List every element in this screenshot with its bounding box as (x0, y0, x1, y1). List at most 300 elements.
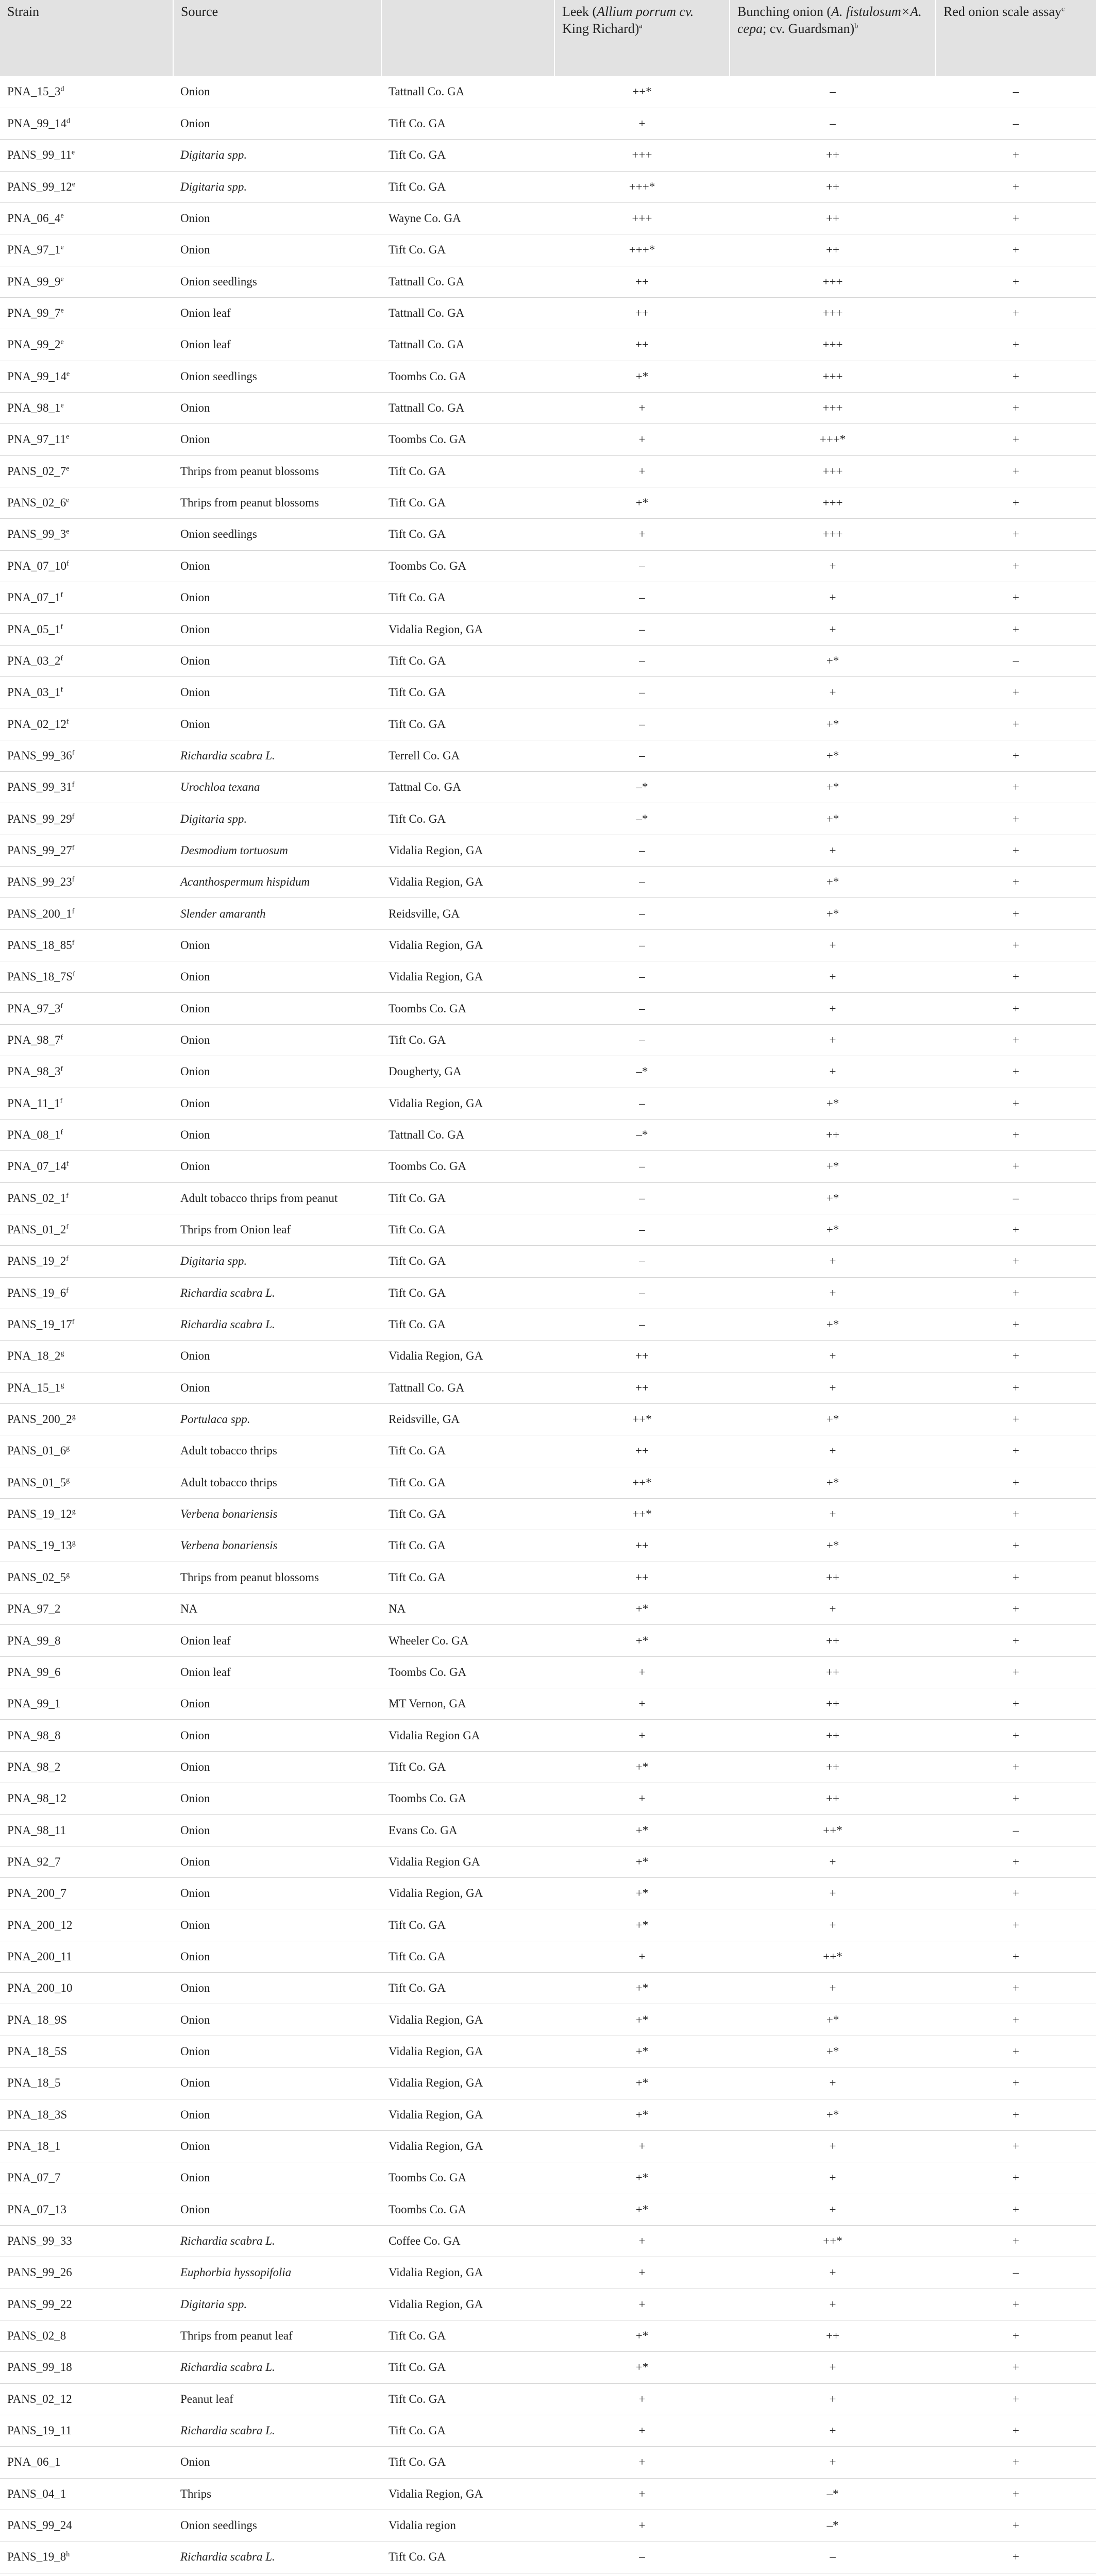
cell-bunching-onion: ++ (730, 1688, 936, 1720)
cell-bunching-onion: +* (730, 1530, 936, 1562)
cell-leek: + (554, 2510, 730, 2541)
cell-leek: + (554, 2130, 730, 2162)
table-row (0, 2289, 1096, 2320)
cell-location: Tift Co. GA (381, 1909, 554, 1941)
cell-bunching-onion: ++* (730, 2225, 936, 2257)
cell-strain: PANS_19_8$^h$ (0, 2541, 173, 2573)
cell-bunching-onion (730, 2573, 936, 2576)
cell-location: Vidalia Region, GA (381, 2036, 554, 2067)
cell-red-onion: + (936, 898, 1096, 929)
cell-leek: – (554, 1182, 730, 1214)
cell-red-onion: + (936, 772, 1096, 803)
cell-bunching-onion: + (730, 582, 936, 614)
table-header (0, 0, 1096, 76)
cell-location (381, 2573, 554, 2576)
cell-red-onion: + (936, 297, 1096, 329)
cell-bunching-onion: + (730, 2352, 936, 2383)
cell-leek: + (554, 1656, 730, 1688)
cell-bunching-onion: +++ (730, 455, 936, 487)
cell-source: Onion (173, 2130, 381, 2162)
cell-leek: – (554, 582, 730, 614)
cell-strain: PANS_18_85$^f$ (0, 929, 173, 961)
cell-source: Onion (173, 961, 381, 993)
table-row (0, 2415, 1096, 2446)
cell-bunching-onion: +++ (730, 266, 936, 297)
table-row (0, 835, 1096, 866)
cell-red-onion: + (936, 2194, 1096, 2225)
cell-bunching-onion: +* (730, 867, 936, 898)
cell-location: Tift Co. GA (381, 582, 554, 614)
header-red-onion: Red onion scale assay$^c$ (936, 0, 1096, 76)
cell-bunching-onion: + (730, 1973, 936, 2004)
cell-source: Onion leaf (173, 297, 381, 329)
table-row (0, 993, 1096, 1024)
cell-leek: –* (554, 803, 730, 835)
cell-red-onion: + (936, 2130, 1096, 2162)
cell-source: Onion (173, 76, 381, 108)
cell-red-onion: + (936, 803, 1096, 835)
table-row (0, 487, 1096, 518)
cell-location: Toombs Co. GA (381, 1151, 554, 1182)
table-row (0, 1056, 1096, 1088)
cell-bunching-onion: +* (730, 708, 936, 740)
cell-source: Slender amaranth (173, 898, 381, 929)
table-row (0, 519, 1096, 550)
cell-source: Onion seedlings (173, 2510, 381, 2541)
cell-bunching-onion: +* (730, 898, 936, 929)
cell-red-onion: + (936, 1846, 1096, 1877)
cell-leek: +* (554, 2036, 730, 2067)
cell-source: Thrips from Onion leaf (173, 1214, 381, 1245)
cell-strain: PANS_99_24 (0, 2510, 173, 2541)
cell-leek: + (554, 2257, 730, 2289)
cell-source: Onion (173, 1151, 381, 1182)
cell-source: Onion (173, 1372, 381, 1403)
cell-strain: PANS_99_23$^f$ (0, 867, 173, 898)
table-row (0, 2162, 1096, 2194)
cell-strain: PNA_200_10 (0, 1973, 173, 2004)
cell-leek: ++ (554, 266, 730, 297)
cell-source: Thrips from peanut blossoms (173, 455, 381, 487)
cell-bunching-onion: ++ (730, 171, 936, 202)
cell-red-onion: + (936, 202, 1096, 234)
cell-strain (0, 2573, 173, 2576)
cell-leek: – (554, 677, 730, 708)
cell-source: Peanut leaf (173, 2383, 381, 2415)
table-row (0, 2510, 1096, 2541)
cell-location: Vidalia Region, GA (381, 1878, 554, 1909)
cell-source: Onion (173, 614, 381, 645)
cell-red-onion: + (936, 2478, 1096, 2510)
cell-source: Urochloa texana (173, 772, 381, 803)
cell-red-onion: + (936, 2036, 1096, 2067)
cell-leek: – (554, 1246, 730, 1277)
cell-source: Onion (173, 1088, 381, 1119)
cell-strain: PANS_99_12e (0, 171, 173, 202)
table-row (0, 2257, 1096, 2289)
cell-location: Tattnall Co. GA (381, 297, 554, 329)
cell-red-onion: + (936, 487, 1096, 518)
cell-location: Tift Co. GA (381, 2541, 554, 2573)
cell-leek: ++* (554, 76, 730, 108)
cell-leek: + (554, 392, 730, 423)
cell-leek: – (554, 645, 730, 676)
table-row (0, 1214, 1096, 1245)
cell-source: Adult tobacco thrips from peanut (173, 1182, 381, 1214)
cell-red-onion: – (936, 645, 1096, 676)
table-row (0, 2573, 1096, 2576)
cell-leek: +* (554, 2004, 730, 2036)
cell-location: Tift Co. GA (381, 455, 554, 487)
cell-strain: PNA_98_7$^f$ (0, 1024, 173, 1056)
cell-strain: PANS_99_36$^f$ (0, 740, 173, 771)
cell-red-onion: + (936, 961, 1096, 993)
cell-source: Onion leaf (173, 329, 381, 361)
cell-red-onion: – (936, 76, 1096, 108)
cell-bunching-onion: + (730, 1277, 936, 1309)
cell-location: Vidalia Region, GA (381, 2478, 554, 2510)
table-row (0, 1688, 1096, 1720)
cell-strain: PNA_03_2$^f$ (0, 645, 173, 676)
cell-strain: PNA_99_8 (0, 1625, 173, 1656)
cell-red-onion: + (936, 867, 1096, 898)
cell-leek: ++ (554, 1341, 730, 1372)
cell-source: Verbena bonariensis (173, 1530, 381, 1562)
cell-strain: PNA_07_13 (0, 2194, 173, 2225)
cell-strain: PANS_19_2$^f$ (0, 1246, 173, 1277)
cell-leek: – (554, 835, 730, 866)
table-row (0, 1403, 1096, 1435)
cell-source: Onion (173, 1720, 381, 1751)
cell-source: Onion (173, 550, 381, 582)
cell-bunching-onion: ++ (730, 1720, 936, 1751)
cell-leek: – (554, 1024, 730, 1056)
table-row (0, 550, 1096, 582)
table-row (0, 76, 1096, 108)
cell-location: Tift Co. GA (381, 1309, 554, 1340)
cell-strain: PNA_99_2e (0, 329, 173, 361)
cell-bunching-onion: + (730, 2194, 936, 2225)
cell-strain: PNA_97_3$^f$ (0, 993, 173, 1024)
cell-leek: – (554, 1309, 730, 1340)
cell-leek: – (554, 1277, 730, 1309)
cell-location: Tattnall Co. GA (381, 76, 554, 108)
cell-strain: PANS_02_6e (0, 487, 173, 518)
cell-red-onion: + (936, 361, 1096, 392)
cell-bunching-onion: +* (730, 2036, 936, 2067)
cell-strain: PNA_99_1 (0, 1688, 173, 1720)
cell-strain: PNA_97_11e (0, 424, 173, 455)
cell-bunching-onion: + (730, 1024, 936, 1056)
cell-source: Onion (173, 1688, 381, 1720)
cell-bunching-onion: + (730, 1056, 936, 1088)
cell-location: Tift Co. GA (381, 1530, 554, 1562)
cell-strain: PANS_19_11 (0, 2415, 173, 2446)
cell-source: Richardia scabra L. (173, 2415, 381, 2446)
cell-source: Onion (173, 1751, 381, 1783)
cell-bunching-onion: +* (730, 2004, 936, 2036)
cell-bunching-onion: ++ (730, 1119, 936, 1150)
cell-strain: PANS_99_22 (0, 2289, 173, 2320)
cell-leek: +* (554, 1973, 730, 2004)
cell-bunching-onion: –* (730, 2510, 936, 2541)
cell-leek: + (554, 2289, 730, 2320)
cell-leek: +* (554, 2162, 730, 2194)
table-row (0, 329, 1096, 361)
cell-red-onion: + (936, 677, 1096, 708)
cell-source: NA (173, 1594, 381, 1625)
header-location (381, 0, 554, 76)
cell-strain: PNA_18_9S (0, 2004, 173, 2036)
cell-location: Tift Co. GA (381, 2383, 554, 2415)
cell-location: Vidalia Region, GA (381, 1341, 554, 1372)
cell-source: Digitaria spp. (173, 171, 381, 202)
table-row (0, 645, 1096, 676)
cell-location: NA (381, 1594, 554, 1625)
cell-red-onion: + (936, 1309, 1096, 1340)
cell-location: Tift Co. GA (381, 803, 554, 835)
cell-location: Tift Co. GA (381, 677, 554, 708)
cell-red-onion: + (936, 1403, 1096, 1435)
cell-source: Richardia scabra L. (173, 2541, 381, 2573)
cell-location: Tift Co. GA (381, 487, 554, 518)
cell-strain: PNA_98_11 (0, 1815, 173, 1846)
cell-source: Onion (173, 1973, 381, 2004)
table-row (0, 171, 1096, 202)
cell-source: Onion (173, 202, 381, 234)
cell-red-onion: + (936, 1625, 1096, 1656)
table-row (0, 1246, 1096, 1277)
cell-bunching-onion: + (730, 1435, 936, 1467)
cell-red-onion: + (936, 1341, 1096, 1372)
cell-bunching-onion: ++ (730, 1751, 936, 1783)
cell-leek: – (554, 867, 730, 898)
cell-location: Evans Co. GA (381, 1815, 554, 1846)
cell-source: Onion (173, 993, 381, 1024)
cell-leek: +* (554, 1625, 730, 1656)
cell-location: Vidalia Region, GA (381, 929, 554, 961)
table-row (0, 424, 1096, 455)
cell-red-onion: + (936, 1751, 1096, 1783)
cell-source: Portulaca spp. (173, 1403, 381, 1435)
table-row (0, 1119, 1096, 1150)
cell-strain: PNA_02_12$^f$ (0, 708, 173, 740)
cell-red-onion: + (936, 1467, 1096, 1498)
cell-strain: PNA_05_1$^f$ (0, 614, 173, 645)
cell-red-onion: + (936, 2162, 1096, 2194)
table-row (0, 1498, 1096, 1530)
header-strain: Strain (0, 0, 173, 76)
table-row (0, 1182, 1096, 1214)
table-row (0, 614, 1096, 645)
cell-location: Toombs Co. GA (381, 2194, 554, 2225)
cell-location: Vidalia Region, GA (381, 2130, 554, 2162)
cell-location: Vidalia Region, GA (381, 2257, 554, 2289)
table-row (0, 772, 1096, 803)
cell-source: Onion (173, 2067, 381, 2099)
cell-red-onion: + (936, 835, 1096, 866)
cell-bunching-onion: +* (730, 803, 936, 835)
cell-leek: +* (554, 1815, 730, 1846)
cell-source: Onion leaf (173, 1656, 381, 1688)
cell-bunching-onion: + (730, 614, 936, 645)
table-row (0, 1720, 1096, 1751)
cell-leek: ++ (554, 1372, 730, 1403)
cell-bunching-onion: +++ (730, 361, 936, 392)
cell-bunching-onion: +* (730, 2099, 936, 2130)
cell-bunching-onion: +* (730, 1309, 936, 1340)
cell-strain: PNA_99_6 (0, 1656, 173, 1688)
cell-source: Onion (173, 677, 381, 708)
cell-location: Tift Co. GA (381, 519, 554, 550)
table-row (0, 108, 1096, 139)
cell-source: Thrips from peanut leaf (173, 2320, 381, 2351)
cell-strain: PANS_99_26 (0, 2257, 173, 2289)
cell-leek: + (554, 2478, 730, 2510)
cell-leek: +++ (554, 202, 730, 234)
cell-strain: PANS_99_11e (0, 140, 173, 171)
cell-leek: +++* (554, 234, 730, 266)
cell-leek: +* (554, 1594, 730, 1625)
table-row (0, 1625, 1096, 1656)
cell-leek: + (554, 108, 730, 139)
cell-red-onion: + (936, 614, 1096, 645)
header-leek: Leek (Allium porrum cv. King Richard)$^a$ (554, 0, 730, 76)
cell-location: Tift Co. GA (381, 1182, 554, 1214)
cell-leek: +* (554, 487, 730, 518)
cell-location: Tift Co. GA (381, 1214, 554, 1245)
cell-location: Tift Co. GA (381, 708, 554, 740)
cell-leek: +* (554, 361, 730, 392)
table-row (0, 1372, 1096, 1403)
table-row (0, 1846, 1096, 1877)
cell-strain: PNA_99_14$^d$ (0, 108, 173, 139)
cell-location: Tift Co. GA (381, 645, 554, 676)
cell-source: Onion (173, 2099, 381, 2130)
cell-strain: PNA_07_10$^f$ (0, 550, 173, 582)
cell-source: Onion (173, 1119, 381, 1150)
cell-source: Onion (173, 929, 381, 961)
cell-strain: PNA_200_7 (0, 1878, 173, 1909)
cell-red-onion: + (936, 1024, 1096, 1056)
cell-location: Tattnall Co. GA (381, 1119, 554, 1150)
cell-source: Adult tobacco thrips (173, 1435, 381, 1467)
cell-leek: +* (554, 1846, 730, 1877)
cell-location: Tattnall Co. GA (381, 329, 554, 361)
cell-strain: $PANS\_18\_7S^f$ (0, 961, 173, 993)
cell-source: Desmodium tortuosum (173, 835, 381, 866)
cell-source: Onion (173, 424, 381, 455)
table-row (0, 1973, 1096, 2004)
table-row (0, 1878, 1096, 1909)
cell-bunching-onion: ++ (730, 140, 936, 171)
cell-source: Onion (173, 2447, 381, 2478)
table-row (0, 1530, 1096, 1562)
cell-leek: +* (554, 2194, 730, 2225)
table-row (0, 2194, 1096, 2225)
cell-bunching-onion: + (730, 929, 936, 961)
cell-bunching-onion: + (730, 2415, 936, 2446)
cell-source: Onion (173, 1878, 381, 1909)
cell-red-onion: + (936, 1783, 1096, 1815)
cell-location: Vidalia Region, GA (381, 2099, 554, 2130)
table-row (0, 2130, 1096, 2162)
cell-location: Tift Co. GA (381, 1973, 554, 2004)
cell-source: Digitaria spp. (173, 2289, 381, 2320)
cell-red-onion: + (936, 708, 1096, 740)
cell-strain: PANS_02_5$^g$ (0, 1562, 173, 1593)
cell-leek: +* (554, 2067, 730, 2099)
cell-source: Digitaria spp. (173, 140, 381, 171)
cell-source: Thrips from peanut blossoms (173, 1562, 381, 1593)
cell-strain: PANS_02_12 (0, 2383, 173, 2415)
cell-location: Tift Co. GA (381, 140, 554, 171)
cell-source: Adult tobacco thrips (173, 1467, 381, 1498)
cell-source: Onion (173, 108, 381, 139)
cell-bunching-onion: +* (730, 1151, 936, 1182)
cell-red-onion: + (936, 171, 1096, 202)
cell-strain: PNA_18_1 (0, 2130, 173, 2162)
table-row (0, 2383, 1096, 2415)
cell-bunching-onion: – (730, 2541, 936, 2573)
table-row (0, 1277, 1096, 1309)
cell-location: Tift Co. GA (381, 2415, 554, 2446)
table-row (0, 1309, 1096, 1340)
table-row (0, 2478, 1096, 2510)
cell-red-onion: – (936, 1182, 1096, 1214)
cell-red-onion: + (936, 1372, 1096, 1403)
cell-bunching-onion: –* (730, 2478, 936, 2510)
cell-strain: PNA_99_7e (0, 297, 173, 329)
cell-red-onion: + (936, 1878, 1096, 1909)
table-row (0, 202, 1096, 234)
cell-red-onion: + (936, 1088, 1096, 1119)
cell-location: Tift Co. GA (381, 2320, 554, 2351)
cell-source: Onion (173, 2162, 381, 2194)
cell-source: Euphorbia hyssopifolia (173, 2257, 381, 2289)
cell-source: Onion (173, 2004, 381, 2036)
cell-location: Vidalia Region GA (381, 1720, 554, 1751)
cell-source: Onion (173, 2036, 381, 2067)
table-row (0, 297, 1096, 329)
cell-source: Richardia scabra L. (173, 2352, 381, 2383)
cell-strain: PANS_04_1 (0, 2478, 173, 2510)
cell-source: Digitaria spp. (173, 803, 381, 835)
cell-location: Vidalia Region, GA (381, 1088, 554, 1119)
cell-strain: PNA_97_2 (0, 1594, 173, 1625)
cell-red-onion: + (936, 929, 1096, 961)
cell-strain: PNA_200_12 (0, 1909, 173, 1941)
cell-strain: PANS_01_6$^g$ (0, 1435, 173, 1467)
cell-location: Vidalia Region GA (381, 1846, 554, 1877)
cell-location: Tattnal Co. GA (381, 772, 554, 803)
cell-red-onion: + (936, 2099, 1096, 2130)
cell-red-onion: + (936, 424, 1096, 455)
cell-source: Onion seedlings (173, 266, 381, 297)
cell-location: Toombs Co. GA (381, 1656, 554, 1688)
table-row (0, 1815, 1096, 1846)
cell-red-onion: + (936, 2352, 1096, 2383)
table-row (0, 1024, 1096, 1056)
cell-bunching-onion: + (730, 1246, 936, 1277)
table-row (0, 677, 1096, 708)
cell-location: Vidalia Region, GA (381, 867, 554, 898)
cell-leek: – (554, 1214, 730, 1245)
cell-bunching-onion: – (730, 76, 936, 108)
cell-bunching-onion: +* (730, 1088, 936, 1119)
cell-source: Digitaria spp. (173, 1246, 381, 1277)
cell-leek: +* (554, 2352, 730, 2383)
